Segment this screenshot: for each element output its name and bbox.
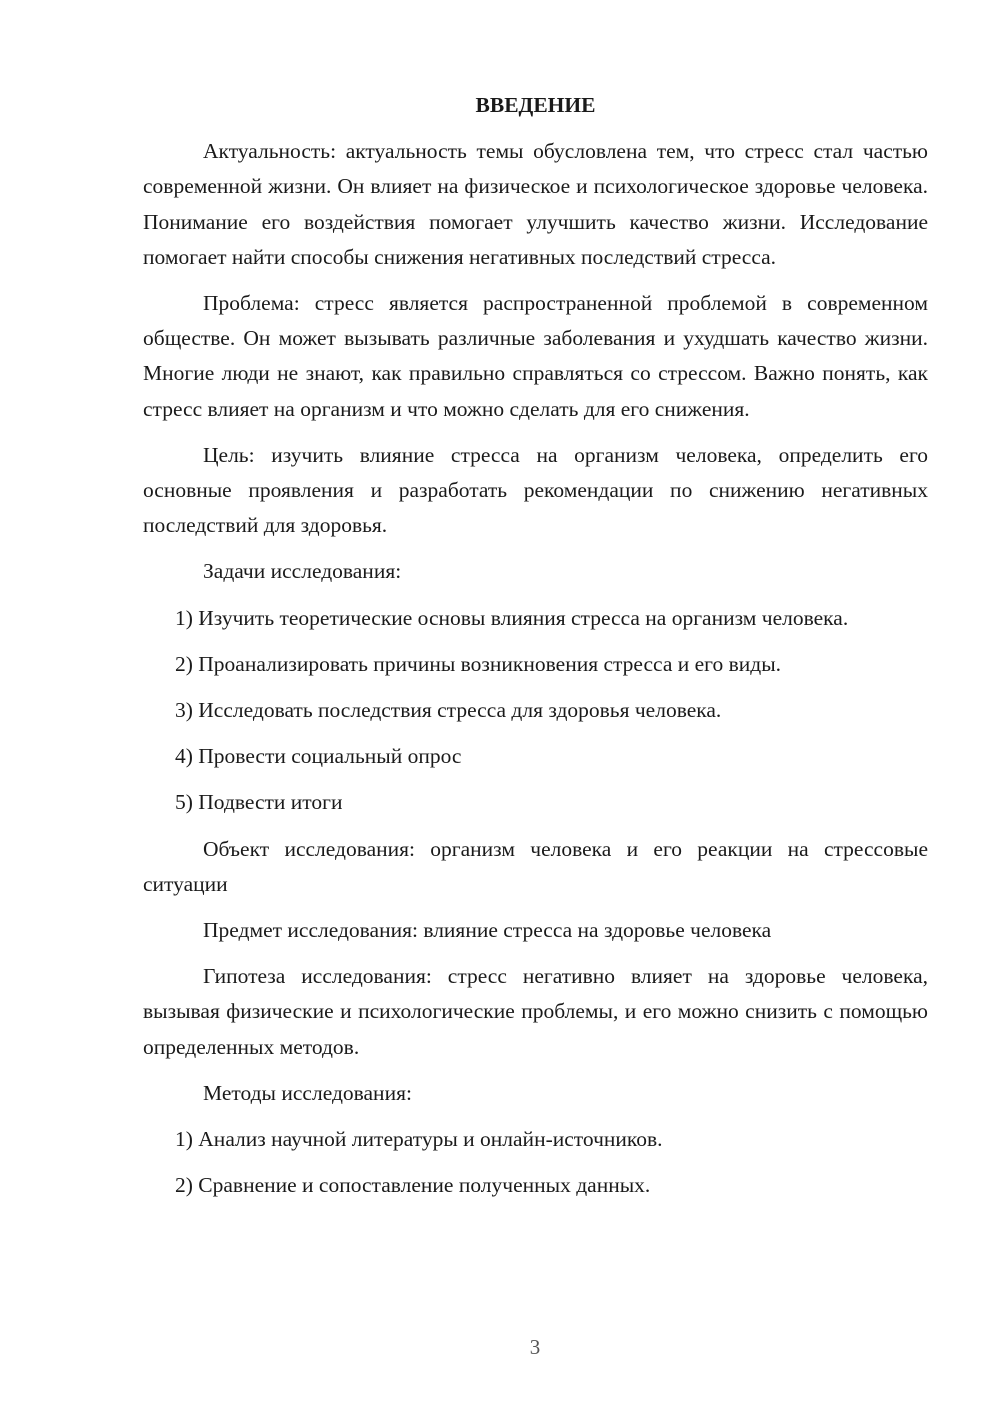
hypothesis-paragraph: Гипотеза исследования: стресс негативно влияет на здоровье человека, вызывая физические и психологические проблемы, и его можно снизить с помощью определенных методов. (143, 964, 928, 1059)
tasks-heading: Задачи исследования: (203, 559, 402, 584)
task-item: 2) Проанализировать причины возникновения стресса и его виды. (175, 651, 782, 676)
relevance-paragraph: Актуальность: актуальность темы обусловлена тем, что стресс стал частью современной жизни. Он влияет на физическое и психологическое здоровье человека. Понимание его воздействия помогает улучшить качество жизни. Исследование помогает найти способы снижения негативных последствий стресса. (143, 139, 928, 269)
problem-paragraph: Проблема: стресс является распространенной проблемой в современном обществе. Он может вызывать различные заболевания и ухудшать качество жизни. Многие люди не знают, как правильно справляться со стрессом. Важно понять, как стресс влияет на организм и что можно сделать для его снижения. (143, 291, 928, 421)
goal-paragraph: Цель: изучить влияние стресса на организм человека, определить его основные проявления и разработать рекомендации по снижению негативных последствий для здоровья. (143, 442, 928, 538)
section-title: ВВЕДЕНИЕ (475, 93, 596, 117)
method-item: 1) Анализ научной литературы и онлайн-источников. (175, 1127, 663, 1152)
subject-paragraph: Предмет исследования: влияние стресса на здоровье человека (203, 918, 772, 943)
document-page (143, 88, 928, 1214)
methods-heading: Методы исследования: (203, 1080, 412, 1105)
task-item: 3) Исследовать последствия стресса для здоровья человека. (175, 698, 722, 723)
task-item: 5) Подвести итоги (175, 790, 343, 815)
task-item: 1) Изучить теоретические основы влияния стресса на организм человека. (175, 605, 849, 630)
object-paragraph: Объект исследования: организм человека и его реакции на стрессовые ситуации (143, 836, 928, 896)
page-number: 3 (529, 1335, 541, 1359)
method-item: 2) Сравнение и сопоставление полученных данных. (175, 1173, 651, 1198)
task-item: 4) Провести социальный опрос (175, 744, 462, 769)
